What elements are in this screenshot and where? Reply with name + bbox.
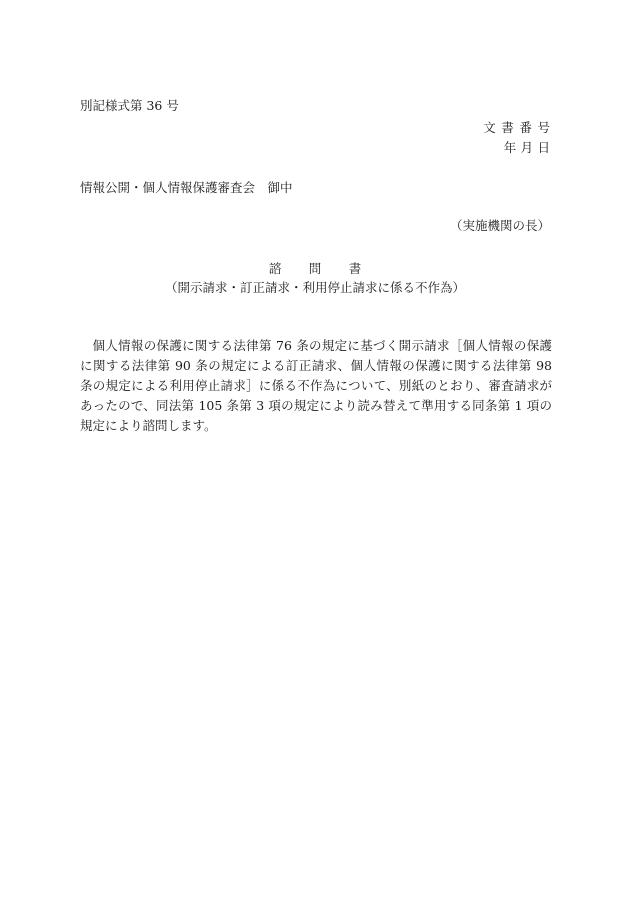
form-number: 別記様式第 36 号 xyxy=(80,98,179,113)
document-subtitle: （開示請求・訂正請求・利用停止請求に係る不作為） xyxy=(164,280,465,295)
addressee: 情報公開・個人情報保護審査会 御中 xyxy=(80,180,293,195)
document-date-label: 年月日 xyxy=(503,140,555,155)
sender: （実施機関の長） xyxy=(449,218,550,233)
body-paragraph: 個人情報の保護に関する法律第 76 条の規定に基づく開示請求［個人情報の保護に関する法律第 90 条の規定による訂正請求、個人情報の保護に関する法律第 98 条の規定による利用停止請求］に係る不作為について、別紙のとおり、審査請求があったので、同法第 105 条第 3 項の規定により読み替えて準用する同条第 1 項の規定により諮問します。 xyxy=(80,338,552,433)
document-title: 諮問書 xyxy=(268,261,389,276)
document-number-label: 文書番号 xyxy=(483,120,556,135)
